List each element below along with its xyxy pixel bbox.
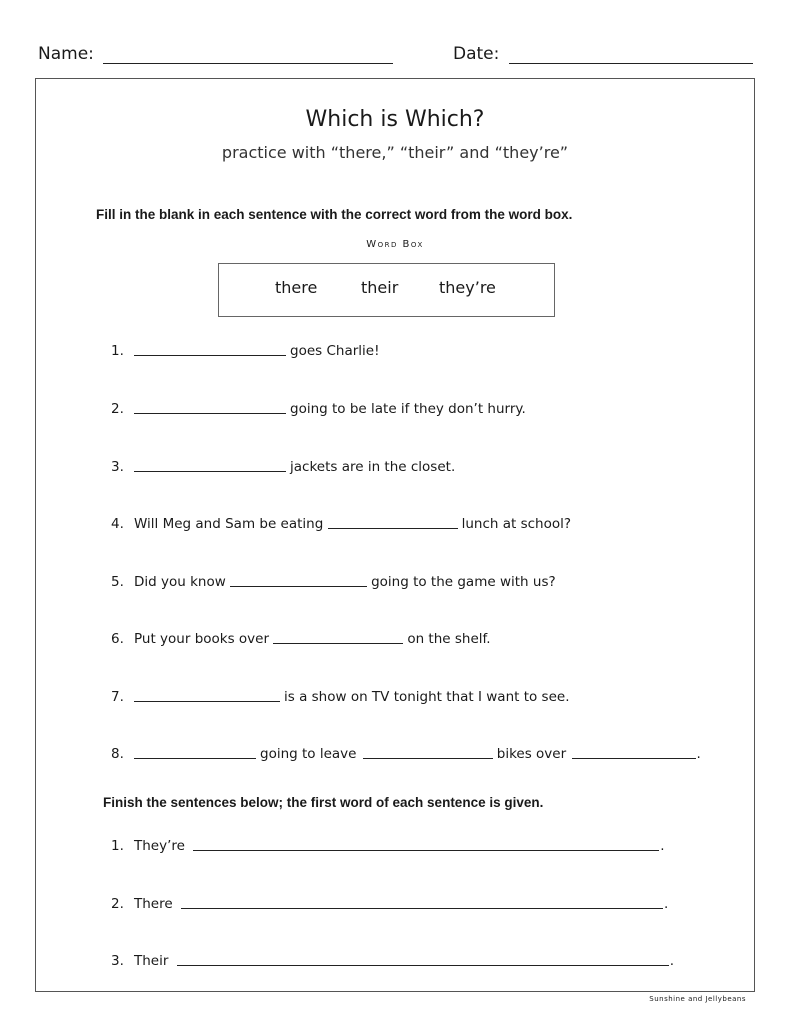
item-number: 1. xyxy=(111,343,124,359)
worksheet-frame xyxy=(35,78,755,992)
item-number: 1. xyxy=(111,838,124,854)
name-line[interactable] xyxy=(103,45,393,64)
answer-line[interactable] xyxy=(181,894,663,909)
answer-blank[interactable] xyxy=(134,687,280,702)
sentence-text: goes Charlie! xyxy=(290,343,380,359)
item-number: 3. xyxy=(111,459,124,475)
instructions-part1: Fill in the blank in each sentence with the correct word from the word box. xyxy=(96,207,573,222)
sentence-text: . xyxy=(696,746,701,762)
name-label: Name: xyxy=(38,44,94,64)
answer-line[interactable] xyxy=(177,951,669,966)
answer-blank[interactable] xyxy=(230,572,367,587)
sentence-text: going to the game with us? xyxy=(371,574,556,590)
item-number: 4. xyxy=(111,516,124,532)
list-item xyxy=(111,572,556,592)
item-number: 7. xyxy=(111,689,124,705)
date-label: Date: xyxy=(453,44,500,64)
sentence-end: . xyxy=(660,838,665,854)
sentence-start: There xyxy=(134,896,173,912)
item-number: 3. xyxy=(111,953,124,969)
sentence-start: Their xyxy=(134,953,169,969)
answer-line[interactable] xyxy=(193,836,659,851)
sentence-start: They’re xyxy=(134,838,185,854)
list-item xyxy=(111,514,571,534)
sentence-text: lunch at school? xyxy=(461,516,572,532)
sentence-text: on the shelf. xyxy=(407,631,491,647)
word-box-word: their xyxy=(361,278,399,297)
credit-text: Sunshine and Jellybeans xyxy=(649,995,746,1003)
word-box-title: Word Box xyxy=(366,239,424,250)
sentence-end: . xyxy=(663,896,669,912)
list-item xyxy=(111,629,491,649)
list-item xyxy=(111,951,674,971)
list-item xyxy=(111,744,701,764)
name-field xyxy=(38,44,393,64)
word-box-word: there xyxy=(275,278,318,297)
date-line[interactable] xyxy=(509,45,753,64)
answer-blank[interactable] xyxy=(134,399,286,414)
word-box xyxy=(218,263,555,317)
sentence-text: going to leave xyxy=(260,746,357,762)
answer-blank[interactable] xyxy=(572,744,696,759)
list-item xyxy=(111,836,665,856)
answer-blank[interactable] xyxy=(134,457,286,472)
sentence-text: is a show on TV tonight that I want to see. xyxy=(284,689,570,705)
list-item xyxy=(111,341,379,361)
instructions-part2: Finish the sentences below; the first word of each sentence is given. xyxy=(103,795,544,810)
worksheet-title: Which is Which? xyxy=(305,107,485,132)
sentence-text: Will Meg and Sam be eating xyxy=(134,516,324,532)
answer-blank[interactable] xyxy=(363,744,493,759)
sentence-end: . xyxy=(669,953,675,969)
sentence-text: Did you know xyxy=(134,574,226,590)
date-field xyxy=(453,44,753,64)
list-item xyxy=(111,687,569,707)
sentence-text: bikes over xyxy=(496,746,567,762)
answer-blank[interactable] xyxy=(273,629,403,644)
answer-blank[interactable] xyxy=(328,514,458,529)
sentence-text: Put your books over xyxy=(134,631,270,647)
item-number: 6. xyxy=(111,631,124,647)
sentence-text: going to be late if they don’t hurry. xyxy=(290,401,526,417)
answer-blank[interactable] xyxy=(134,341,286,356)
list-item xyxy=(111,457,455,477)
word-box-word: they’re xyxy=(439,278,496,297)
sentence-text: jackets are in the closet. xyxy=(290,459,456,475)
item-number: 8. xyxy=(111,746,124,762)
answer-blank[interactable] xyxy=(134,744,256,759)
worksheet-subtitle: practice with “there,” “their” and “they’re” xyxy=(221,143,569,162)
item-number: 2. xyxy=(111,896,124,912)
list-item xyxy=(111,399,526,419)
item-number: 2. xyxy=(111,401,124,417)
item-number: 5. xyxy=(111,574,124,590)
list-item xyxy=(111,894,668,914)
